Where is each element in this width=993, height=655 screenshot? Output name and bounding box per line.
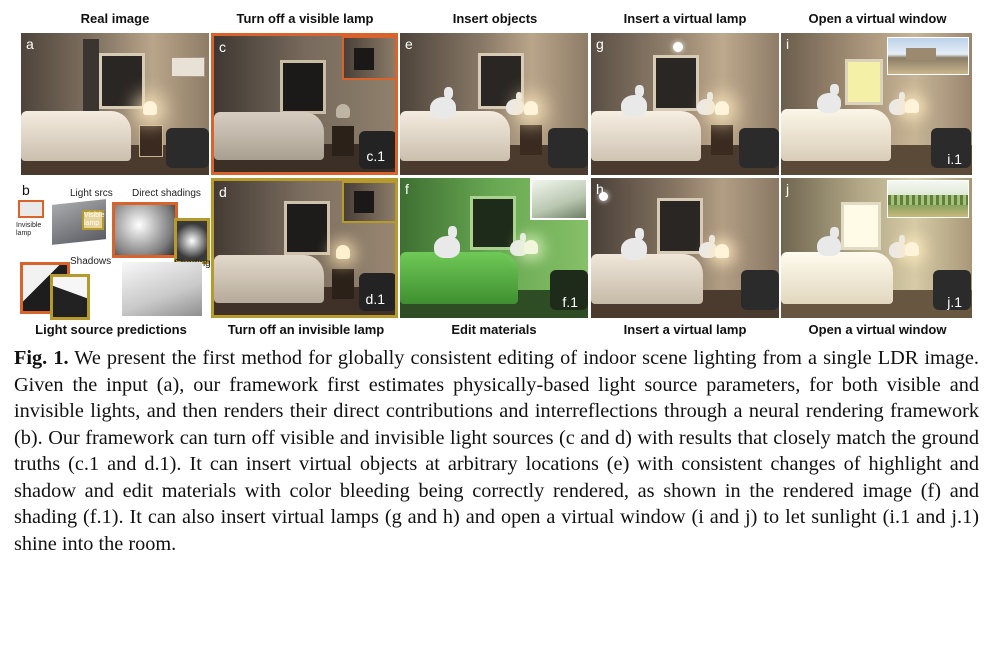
panel-sublabel: j.1 bbox=[947, 294, 962, 310]
panel-i-open-virtual-window bbox=[781, 33, 972, 175]
panel-d-turn-off-invisible bbox=[211, 178, 398, 318]
label-light-srcs: Light srcs bbox=[70, 188, 113, 199]
caption-text: We present the first method for globally consistent editing of indoor scene lighting from a single LDR image. Given the input (a), our framework first estimates physically-based light source parameters, for both visible and invisible lights, and then renders their direct contributions and interreflections through a neural rendering framework (b). Our framework can turn off visible and invisible light sources (c and d) with results that closely match the ground truths (c.1 and d.1). It can insert virtual objects at arbitrary locations (e) with consistent changes of highlight and shadow and edit materials with color bleeding being correctly rendered, as shown in the rendered image (f) and shading (f.1). It can also insert virtual lamps (g and h) and open a virtual window (i and j) to let sunlight (i.1 and j.1) shine into the room. bbox=[14, 347, 979, 555]
panel-letter: d bbox=[219, 184, 227, 200]
panel-sublabel: d.1 bbox=[365, 291, 385, 307]
panel-letter: f bbox=[405, 181, 409, 197]
label-visible-lamp: Visible lamp bbox=[84, 212, 105, 227]
title-open-virtual-window-bottom: Open a virtual window bbox=[808, 322, 947, 337]
panel-sublabel: f.1 bbox=[562, 294, 578, 310]
panel-g-insert-virtual-lamp bbox=[591, 33, 779, 175]
panel-letter: i bbox=[786, 36, 790, 52]
panel-e-insert-objects bbox=[400, 33, 588, 175]
label-direct-shadings: Direct shadings bbox=[132, 188, 201, 199]
title-turn-off-invisible-lamp: Turn off an invisible lamp bbox=[227, 322, 385, 337]
label-invisible-lamp: Invisible lamp bbox=[16, 222, 42, 237]
label-shadows: Shadows bbox=[70, 256, 112, 267]
panel-letter: a bbox=[26, 36, 34, 52]
panel-letter: c bbox=[219, 39, 226, 55]
title-edit-materials: Edit materials bbox=[451, 322, 537, 337]
figure-label: Fig. 1. bbox=[14, 347, 69, 369]
title-open-virtual-window-top: Open a virtual window bbox=[808, 11, 947, 26]
panel-f-edit-materials bbox=[400, 178, 588, 318]
panel-letter: g bbox=[596, 36, 604, 52]
panel-letter: h bbox=[596, 181, 604, 197]
title-turn-off-visible-lamp: Turn off a visible lamp bbox=[236, 11, 374, 26]
panel-c-turn-off-visible bbox=[211, 33, 398, 175]
panel-h-insert-virtual-lamp bbox=[591, 178, 779, 318]
title-light-source-predictions: Light source predictions bbox=[35, 322, 187, 337]
title-insert-virtual-lamp-bottom: Insert a virtual lamp bbox=[623, 322, 747, 337]
panel-letter: j bbox=[786, 181, 790, 197]
panel-j-open-virtual-window bbox=[781, 178, 972, 318]
panel-sublabel: i.1 bbox=[947, 151, 962, 167]
panel-sublabel: c.1 bbox=[366, 148, 385, 164]
title-insert-objects: Insert objects bbox=[452, 11, 538, 26]
title-insert-virtual-lamp-top: Insert a virtual lamp bbox=[623, 11, 747, 26]
figure-caption bbox=[14, 345, 979, 557]
panel-letter: e bbox=[405, 36, 413, 52]
panel-letter: b bbox=[22, 182, 30, 198]
panel-b-light-source-predictions bbox=[14, 180, 208, 320]
title-real-image: Real image bbox=[80, 11, 150, 26]
panel-a-real-image bbox=[21, 33, 209, 175]
